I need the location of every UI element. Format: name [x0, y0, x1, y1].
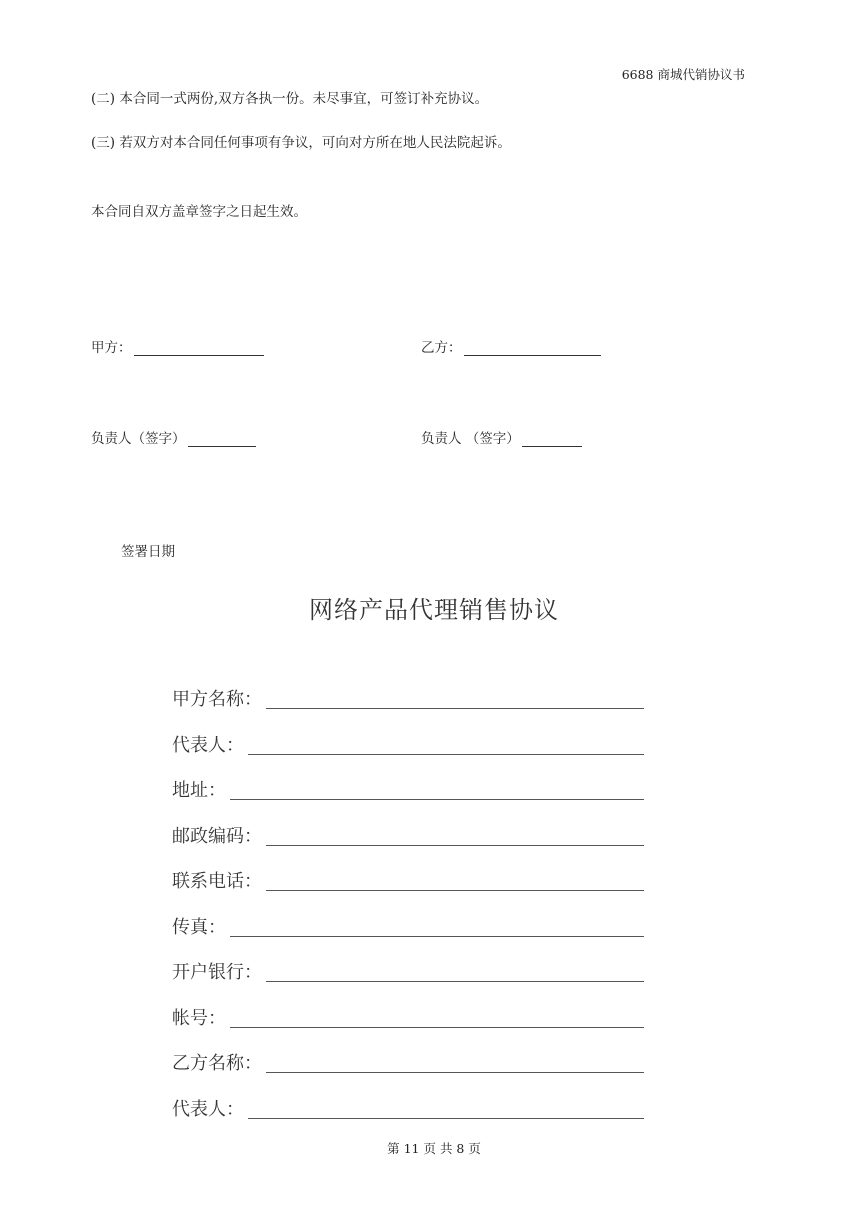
field-line	[230, 1026, 644, 1028]
field-phone[interactable]	[172, 867, 644, 893]
field-label: 邮政编码：	[172, 826, 262, 847]
field-line	[266, 980, 644, 982]
rep-b-signature	[421, 427, 582, 447]
field-label: 乙方名称：	[172, 1053, 262, 1074]
field-fax[interactable]	[172, 913, 644, 939]
rep-b-label: 负责人 （签字）	[421, 431, 520, 447]
field-label: 开户银行：	[172, 962, 262, 983]
clause-3: (三) 若双方对本合同任何事项有争议，可向对方所在地人民法院起诉。	[91, 135, 511, 151]
clause-2: (二) 本合同一式两份,双方各执一份。未尽事宜，可签订补充协议。	[91, 91, 489, 107]
field-label: 帐号：	[172, 1008, 226, 1029]
rep-a-signature	[91, 427, 256, 447]
effective-clause: 本合同自双方盖章签字之日起生效。	[91, 204, 307, 220]
field-line	[266, 889, 644, 891]
party-a-label: 甲方：	[91, 340, 132, 356]
field-party-b-name[interactable]	[172, 1049, 644, 1075]
field-representative-a[interactable]	[172, 731, 644, 757]
field-label: 代表人：	[172, 735, 244, 756]
field-label: 地址：	[172, 780, 226, 801]
party-a-signature	[91, 336, 264, 356]
rep-a-label: 负责人（签字）	[91, 431, 186, 447]
field-postal-code[interactable]	[172, 822, 644, 848]
field-party-a-name[interactable]	[172, 685, 644, 711]
sign-date-label: 签署日期	[121, 544, 175, 560]
party-a-blank[interactable]	[134, 341, 264, 356]
field-bank[interactable]	[172, 958, 644, 984]
page-number: 第 11 页 共 8 页	[387, 1141, 481, 1156]
rep-b-blank[interactable]	[522, 432, 582, 447]
field-label: 联系电话：	[172, 871, 262, 892]
field-line	[266, 707, 644, 709]
party-b-signature	[421, 336, 601, 356]
form-title: 网络产品代理销售协议	[309, 596, 559, 624]
field-line	[248, 753, 644, 755]
field-label: 传真：	[172, 917, 226, 938]
field-line	[266, 844, 644, 846]
field-representative-b[interactable]	[172, 1095, 644, 1121]
field-line	[248, 1117, 644, 1119]
rep-a-blank[interactable]	[188, 432, 256, 447]
field-label: 甲方名称：	[172, 689, 262, 710]
party-b-label: 乙方：	[421, 340, 462, 356]
field-label: 代表人：	[172, 1099, 244, 1120]
field-account[interactable]	[172, 1004, 644, 1030]
field-line	[266, 1071, 644, 1073]
field-line	[230, 798, 644, 800]
field-address[interactable]	[172, 776, 644, 802]
party-b-blank[interactable]	[464, 341, 601, 356]
field-line	[230, 935, 644, 937]
header-doc-title: 6688 商城代销协议书	[621, 67, 745, 82]
